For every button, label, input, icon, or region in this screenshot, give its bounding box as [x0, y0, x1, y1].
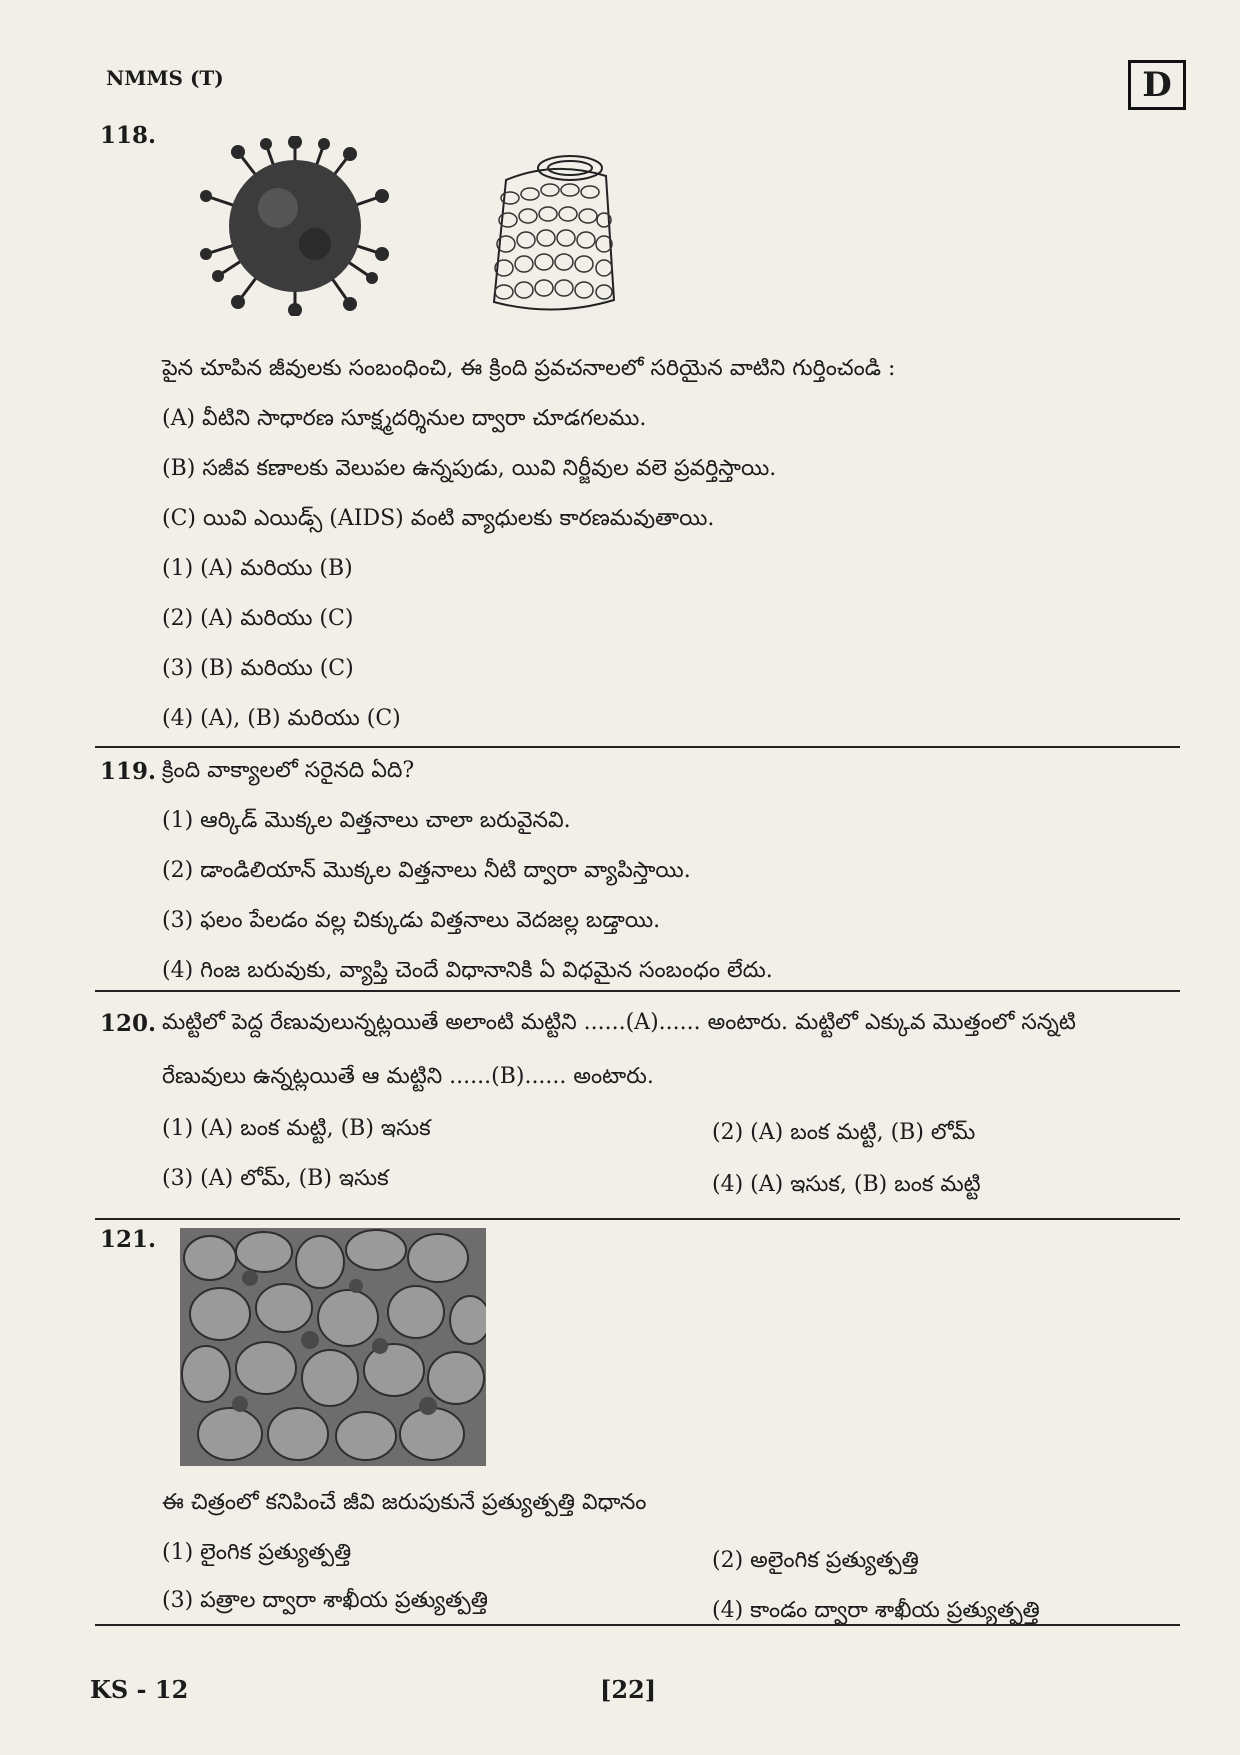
exam-code: NMMS (T)	[106, 66, 224, 90]
page-number: [22]	[600, 1675, 657, 1704]
question-119-option-4[interactable]: (4) గింజ బరువుకు, వ్యాప్తి చెందే విధానానికి ఏ విధమైన సంబంధం లేదు.	[162, 958, 773, 983]
question-121-option-1[interactable]: (1) లైంగిక ప్రత్యుత్పత్తి	[162, 1540, 352, 1565]
question-121-option-2[interactable]: (2) అలైంగిక ప్రత్యుత్పత్తి	[712, 1548, 919, 1573]
question-119-stem: క్రింది వాక్యాలలో సరైనది ఏది?	[162, 758, 415, 783]
set-label: D	[1128, 60, 1186, 110]
question-120-option-1[interactable]: (1) (A) బంక మట్టి, (B) ఇసుక	[162, 1116, 431, 1141]
virus-image	[200, 136, 390, 316]
question-121-option-3[interactable]: (3) పత్రాల ద్వారా శాఖీయ ప్రత్యుత్పత్తి	[162, 1588, 488, 1613]
divider	[95, 1624, 1180, 1626]
question-120-option-4[interactable]: (4) (A) ఇసుక, (B) బంక మట్టి	[712, 1172, 981, 1197]
question-118-statement-c: (C) యివి ఎయిడ్స్ (AIDS) వంటి వ్యాధులకు కారణమవుతాయి.	[162, 506, 715, 531]
question-118-option-1[interactable]: (1) (A) మరియు (B)	[162, 556, 353, 581]
question-120-number: 120.	[100, 1010, 157, 1037]
question-118-option-3[interactable]: (3) (B) మరియు (C)	[162, 656, 354, 681]
question-118-stem: పైన చూపిన జీవులకు సంబంధించి, ఈ క్రింది ప్రవచనాలలో సరియైన వాటిని గుర్తించండి :	[162, 356, 896, 381]
question-119-option-1[interactable]: (1) ఆర్కిడ్ మొక్కల విత్తనాలు చాలా బరువైనవి.	[162, 808, 571, 833]
footer-code: KS - 12	[90, 1675, 189, 1704]
question-121-stem: ఈ చిత్రంలో కనిపించే జీవి జరుపుకునే ప్రత్యుత్పత్తి విధానం	[162, 1490, 647, 1515]
divider	[95, 990, 1180, 992]
question-119-number: 119.	[100, 758, 157, 785]
question-121-number: 121.	[100, 1226, 157, 1253]
question-121-option-4[interactable]: (4) కాండం ద్వారా శాఖీయ ప్రత్యుత్పత్తి	[712, 1598, 1040, 1623]
divider	[95, 746, 1180, 748]
question-118-option-4[interactable]: (4) (A), (B) మరియు (C)	[162, 706, 401, 731]
question-120-stem-line1: మట్టిలో పెద్ద రేణువులున్నట్లయితే అలాంటి మట్టిని ......(A)...... అంటారు. మట్టిలో ఎక్కువ మొత్తంలో సన్నటి	[162, 1010, 1076, 1035]
question-119-option-2[interactable]: (2) డాండిలియాన్ మొక్కల విత్తనాలు నీటి ద్వారా వ్యాపిస్తాయి.	[162, 858, 691, 883]
question-119-option-3[interactable]: (3) ఫలం పేలడం వల్ల చిక్కుడు విత్తనాలు వెదజల్ల బడ్తాయి.	[162, 908, 661, 933]
question-120-option-3[interactable]: (3) (A) లోమ్, (B) ఇసుక	[162, 1166, 389, 1191]
micrograph-image	[180, 1228, 486, 1466]
question-120-stem-line2: రేణువులు ఉన్నట్లయితే ఆ మట్టిని ......(B)...... అంటారు.	[162, 1064, 654, 1089]
question-118-statement-b: (B) సజీవ కణాలకు వెలుపల ఉన్నపుడు, యివి నిర్జీవుల వలె ప్రవర్తిస్తాయి.	[162, 456, 777, 481]
divider	[95, 1218, 1180, 1220]
question-118-statement-a: (A) వీటిని సాధారణ సూక్ష్మదర్శినుల ద్వారా చూడగలము.	[162, 406, 647, 431]
question-118-option-2[interactable]: (2) (A) మరియు (C)	[162, 606, 354, 631]
virus-capsid-image	[484, 140, 624, 315]
question-120-option-2[interactable]: (2) (A) బంక మట్టి, (B) లోమ్	[712, 1120, 976, 1145]
question-118-number: 118.	[100, 122, 157, 149]
